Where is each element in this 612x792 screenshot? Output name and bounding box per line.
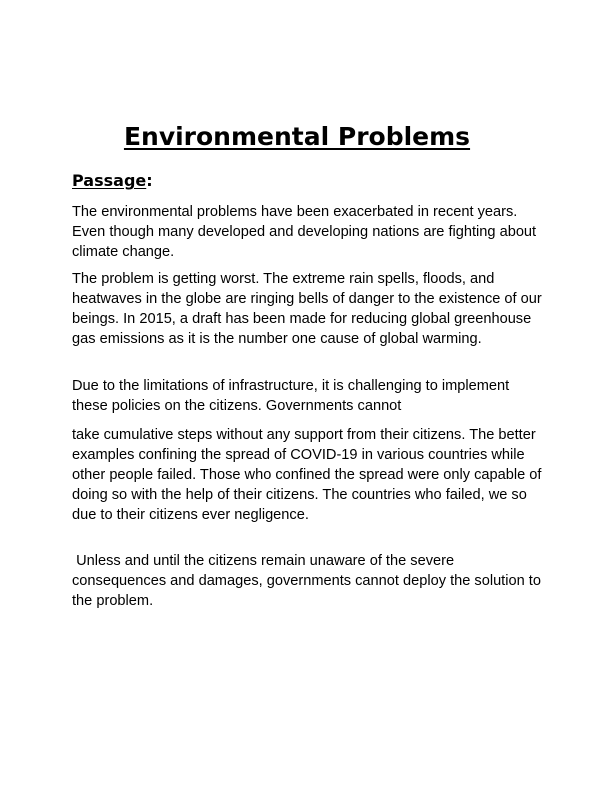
document-title: Environmental Problems	[123, 122, 471, 151]
paragraph-2: The problem is getting worst. The extreme rain spells, floods, and heatwaves in the globe are ringing bells of danger to the existence of our beings. In 2015, a draft has been made for reducing global greenhouse gas emissions as it is the number one cause of global warming.	[72, 271, 546, 347]
paragraph-3: Due to the limitations of infrastructure, it is challenging to implement these policies on the citizens. Governments cannot	[72, 378, 514, 414]
passage-label: Passage	[72, 171, 147, 190]
paragraph-4: take cumulative steps without any support from their citizens. The better examples confining the spread of COVID-19 in various countries while other people failed. Those who confined the spread were only capable of doing so with the help of their citizens. The countries who failed, we so due to their citizens ever negligence.	[72, 427, 546, 523]
paragraph-5: Unless and until the citizens remain unaware of the severe consequences and damages, governments cannot deploy the solution to the problem.	[72, 553, 546, 609]
paragraph-1: The environmental problems have been exacerbated in recent years. Even though many developed and developing nations are fighting about climate change.	[72, 204, 541, 260]
passage-heading	[72, 170, 153, 192]
passage-colon: :	[146, 171, 153, 190]
